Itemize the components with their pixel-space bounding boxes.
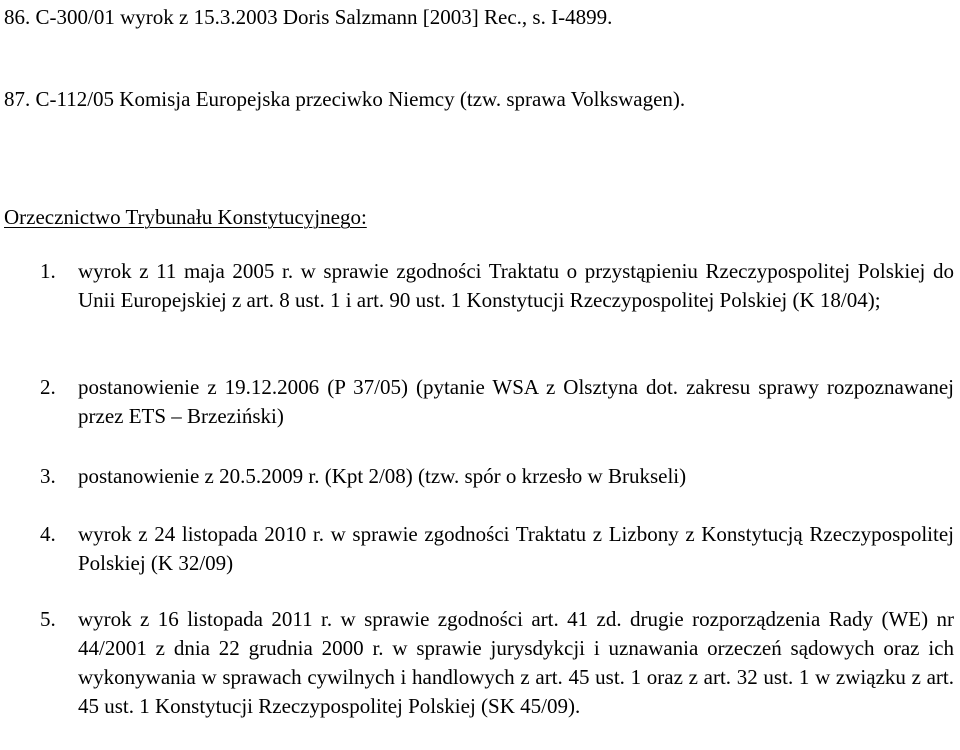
- list-item: [40, 605, 954, 721]
- list-item-number: 3.: [40, 464, 56, 488]
- list-item-text: postanowienie z 20.5.2009 r. (Kpt 2/08) (tzw. spór o krzesło w Brukseli): [78, 464, 687, 488]
- section-heading: Orzecznictwo Trybunału Konstytucyjnego:: [4, 205, 367, 229]
- list-item: [40, 257, 954, 315]
- list-item-number: 1.: [40, 259, 56, 283]
- list-item: [40, 520, 954, 578]
- reference-87: 87. C-112/05 Komisja Europejska przeciwko Niemcy (tzw. sprawa Volkswagen).: [4, 87, 686, 111]
- list-item: [40, 373, 954, 431]
- list-item: [40, 462, 954, 491]
- list-item-number: 4.: [40, 522, 56, 546]
- list-item-text: wyrok z 24 listopada 2010 r. w sprawie zgodności Traktatu z Lizbony z Konstytucją Rzeczypospolitej Polskiej (K 32/09): [78, 522, 954, 575]
- reference-86: 86. C-300/01 wyrok z 15.3.2003 Doris Salzmann [2003] Rec., s. I-4899.: [4, 5, 613, 29]
- list-item-text: postanowienie z 19.12.2006 (P 37/05) (pytanie WSA z Olsztyna dot. zakresu sprawy rozpoznawanej przez ETS – Brzeziński): [78, 375, 954, 428]
- list-item-number: 5.: [40, 607, 56, 631]
- list-item-number: 2.: [40, 375, 56, 399]
- list-item-text: wyrok z 11 maja 2005 r. w sprawie zgodności Traktatu o przystąpieniu Rzeczypospolitej Polskiej do Unii Europejskiej z art. 8 ust. 1 i art. 90 ust. 1 Konstytucji Rzeczypospolitej Polskiej (K 18/04);: [78, 259, 954, 312]
- list-item-text: wyrok z 16 listopada 2011 r. w sprawie zgodności art. 41 zd. drugie rozporządzenia Rady (WE) nr 44/2001 z dnia 22 grudnia 2000 r. w sprawie jurysdykcji i uznawania orzeczeń sądowych oraz ich wykonywania w sprawach cywilnych i handlowych z art. 45 ust. 1 oraz z art. 32 ust. 1 w związku z art. 45 ust. 1 Konstytucji Rzeczypospolitej Polskiej (SK 45/09).: [78, 607, 954, 718]
